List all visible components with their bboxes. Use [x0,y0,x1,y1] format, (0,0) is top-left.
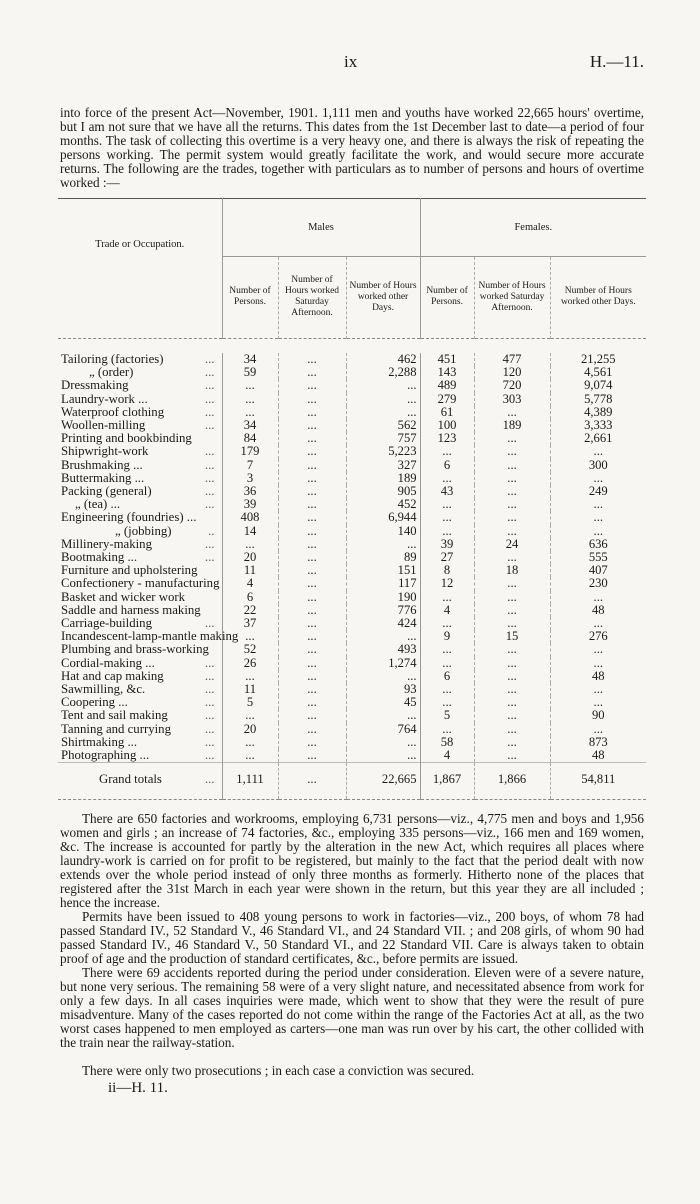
males-other-days-header: Number of Hours worked other Days. [346,256,420,338]
table-row: Tailoring (factories) ... 34 ... 462 451 477 21,255 [58,353,646,366]
table-row: Saddle and harness making 22 ... 776 4 ... 48 [58,604,646,617]
table-row: Hat and cap making ... ... ... ... 6 ... 48 [58,670,646,683]
table-row: Confectionery - manufacturing 4 ... 117 12 ... 230 [58,577,646,590]
factories-paragraph: There are 650 factories and workrooms, employing 6,731 persons—viz., 4,775 men and boys and 1,956 women and girls ; an increase of 74 factories, &c., employing 335 persons—viz., 166 men and 169 women, &c. The increase is accounted for partly by the alteration in the new Act, which requires all places where laundry-work is carried on for profit to be registered, but mainly to the fact that the period dealt with now extends over the whole period instead of only three months as formerly. Hitherto none of the places that registered after the 31st March in each year were shown in the return, but this year they are all included ; hence the increase. [60,811,644,910]
table-row: Woollen-milling ... 34 ... 562 100 189 3,333 [58,419,646,432]
females-other-days-header: Number of Hours worked other Days. [550,256,646,338]
table-row: Buttermaking ... ... 3 ... 189 ... ... ... [58,472,646,485]
table-row: Photographing ... ... ... ... ... 4 ... 48 [58,749,646,763]
table-row: Shipwright-work ... 179 ... 5,223 ... ... ... [58,445,646,458]
printer-signature: ii—H. 11. [108,1080,168,1096]
males-saturday-header: Number of Hours worked Saturday Afternoon. [278,256,346,338]
table-row: Brushmaking ... ... 7 ... 327 6 ... 300 [58,459,646,472]
males-group-header: Males [222,199,420,257]
table-row: Printing and bookbinding 84 ... 757 123 ... 2,661 [58,432,646,445]
table-row: Furniture and upholstering 11 ... 151 8 18 407 [58,564,646,577]
page-header [0,52,700,82]
table-row: Engineering (foundries) ... 408 ... 6,944 ... ... ... [58,511,646,524]
table-row: Tent and sail making ... ... ... ... 5 ... 90 [58,709,646,722]
table-row: „ (order) ... 59 ... 2,288 143 120 4,561 [58,366,646,379]
table-row: Waterproof clothing ... ... ... ... 61 ... 4,389 [58,406,646,419]
table-row: Sawmilling, &c. ... 11 ... 93 ... ... ... [58,683,646,696]
table-row: Cordial-making ... ... 26 ... 1,274 ... ... ... [58,657,646,670]
table-row: Millinery-making ... ... ... ... 39 24 636 [58,538,646,551]
females-group-header: Females. [420,199,646,257]
table-row: Shirtmaking ... ... ... ... ... 58 ... 873 [58,736,646,749]
page-number: ix [344,52,358,71]
females-saturday-header: Number of Hours worked Saturday Afternoon. [474,256,550,338]
males-persons-header: Number of Persons. [222,256,278,338]
females-persons-header: Number of Persons. [420,256,474,338]
table-row: Carriage-building ... 37 ... 424 ... ... ... [58,617,646,630]
page-code: H.—11. [589,52,644,71]
table-row: „ (jobbing) .. 14 ... 140 ... ... ... [58,525,646,538]
table-row: Incandescent-lamp-mantle making ... ... ... 9 15 276 [58,630,646,643]
table-row: Bootmaking ... ... 20 ... 89 27 ... 555 [58,551,646,564]
trade-column-header: Trade or Occupation. [95,239,185,250]
table-row: Basket and wicker work 6 ... 190 ... ... ... [58,591,646,604]
accidents-paragraph: There were 69 accidents reported during the period under consideration. Eleven were of a severe nature, but none very serious. The remaining 58 were of a very slight nature, and necessitated absence from work for only a few days. In all cases inquiries were made, which went to show that they were the result of pure misadventure. Many of the cases reported do not come within the range of the Factories Act at all, as the two worst cases happened to men employed as carters—one man was run over by his cart, the other collided with the train near the railway-station. [60,965,644,1050]
table-row: Tanning and currying ... 20 ... 764 ... ... ... [58,723,646,736]
table-row: Laundry-work ... ... ... ... ... 279 303 5,778 [58,393,646,406]
permits-paragraph: Permits have been issued to 408 young persons to work in factories—viz., 200 boys, of whom 78 had passed Standard IV., 52 Standard V., 46 Standard VI., and 24 Standard VII. ; and 208 girls, of whom 90 had passed Standard IV., 46 Standard V., 50 Standard VI., and 22 Standard VII. Care is always taken to obtain proof of age and the production of standard certificates, &c., before permits are issued. [60,909,644,966]
table-row: Dressmaking ... ... ... ... 489 720 9,074 [58,379,646,392]
overtime-table [58,198,646,800]
grand-totals-row: Grand totals ... 1,111 ... 22,665 1,867 1,866 54,811 [58,763,646,799]
table-row: Coopering ... ... 5 ... 45 ... ... ... [58,696,646,709]
table-row: Packing (general) ... 36 ... 905 43 ... 249 [58,485,646,498]
table-row: Plumbing and brass-working 52 ... 493 ... ... ... [58,643,646,656]
intro-paragraph: into force of the present Act—November, 1901. 1,111 men and youths have worked 22,665 hours' overtime, but I am not sure that we have all the returns. This dates from the 1st December last to date—a period of four months. The task of collecting this overtime is a very heavy one, and there is always the risk of repeating the persons working. The permit system would greatly facilitate the work, and would secure more accurate returns. The following are the trades, together with particulars as to number of persons and hours of overtime worked :— [60,105,644,190]
prosecutions-paragraph: There were only two prosecutions ; in each case a conviction was secured. [82,1063,475,1078]
table-row: „ (tea) ... ... 39 ... 452 ... ... ... [58,498,646,511]
